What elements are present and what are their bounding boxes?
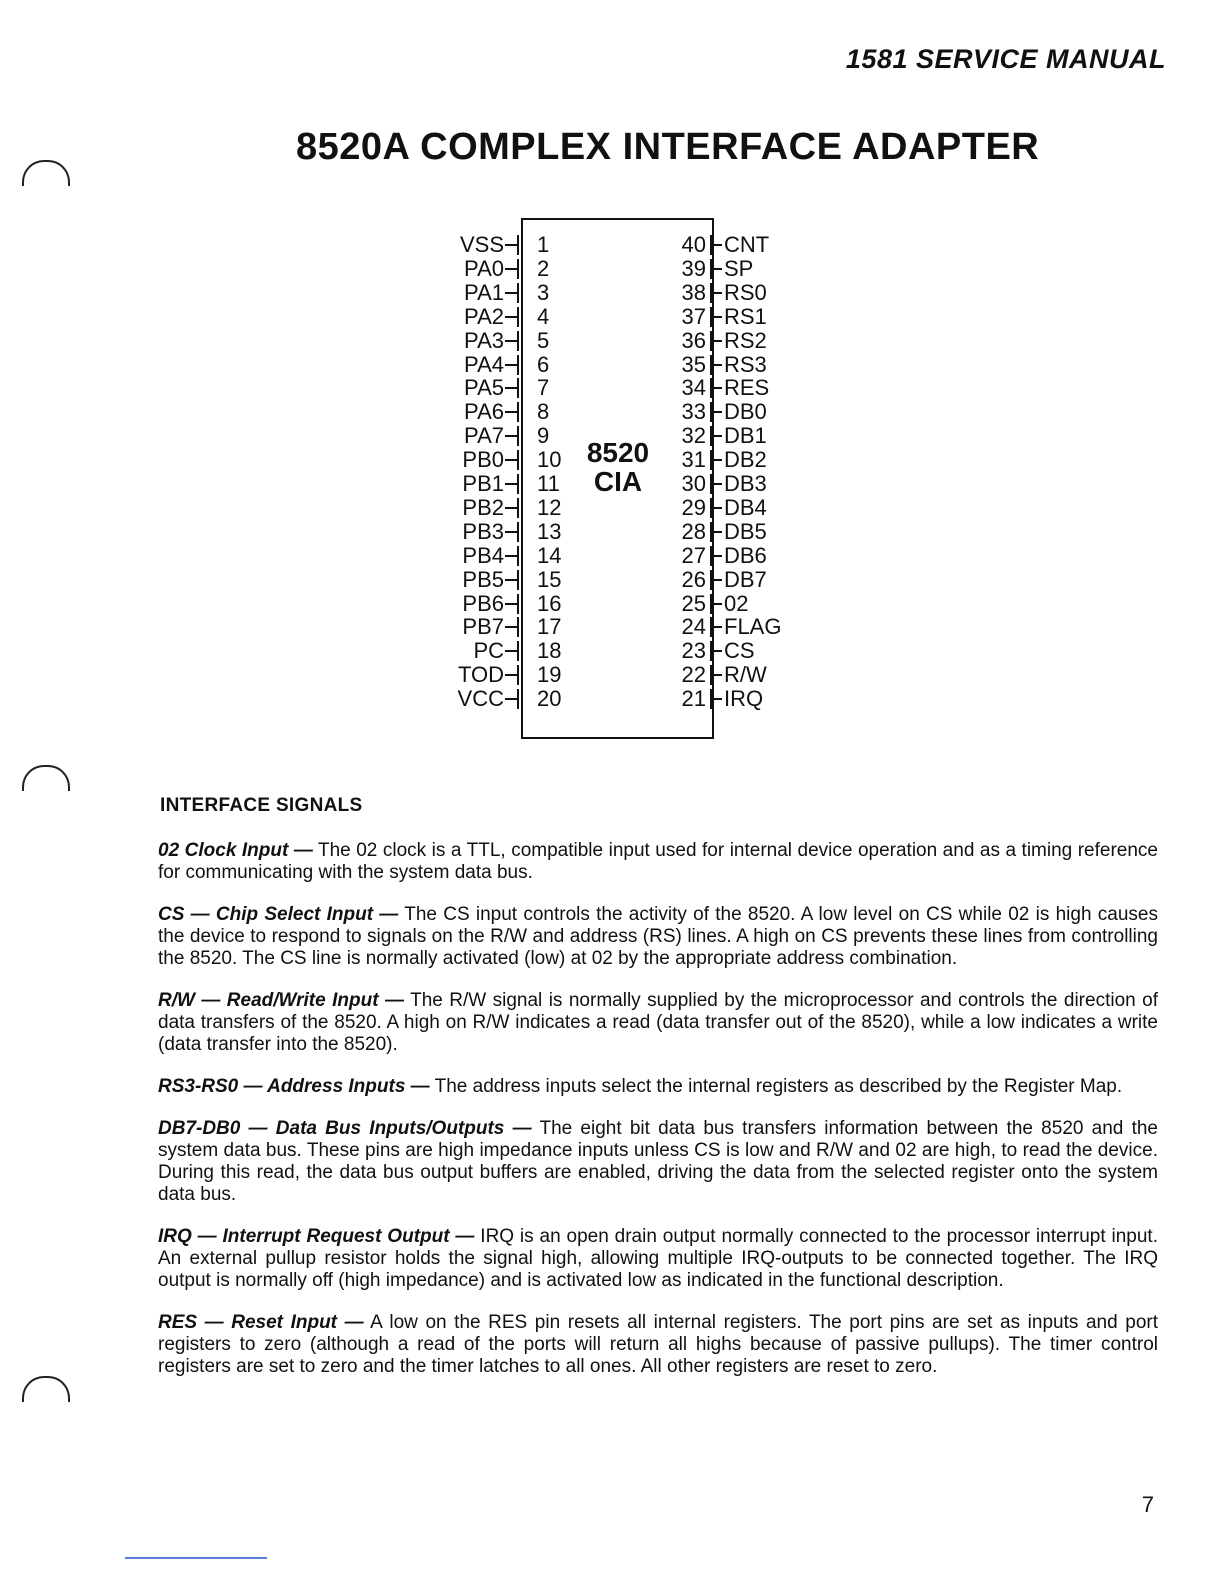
pin-name: RS3 [724,351,767,377]
binder-hole-top [22,160,70,186]
pin-lead [712,340,722,342]
pin-lead [505,316,517,318]
pin-lead [712,698,722,700]
pin-number: 24 [681,614,706,640]
pin-name: PA5 [464,375,504,401]
chip-label-part: 8520 [586,437,650,468]
binder-hole-bottom [22,1376,70,1402]
pin-lead [505,411,517,413]
pin-name: PA1 [464,279,504,305]
pin-number: 16 [537,590,562,616]
pin-number: 29 [681,494,706,520]
pin-name: VCC [457,686,504,712]
pin-row [672,448,822,472]
pin-name: PA7 [464,423,504,449]
pin-lead [505,483,517,485]
pin-row [440,687,610,711]
pin-row [672,496,822,520]
pin-number: 8 [537,399,550,425]
pin-name: PA4 [464,351,504,377]
signal-description: The eight bit data bus transfers information between the 8520 and the system data bus. These pins are high impedance inputs unless CS is low and R/W and 02 are high, to read the device. During this read, the data bus output buffers are enabled, driving the data from the selected register onto the system data bus. [158,1118,1158,1205]
pin-name: RS1 [724,303,767,329]
pin-name: VSS [459,232,504,257]
pin-lead [505,555,517,557]
pin-name: 02 [724,590,749,616]
pin-row [672,376,822,400]
pin-row [672,615,822,639]
pin-number: 33 [681,399,706,425]
pin-name: PC [473,638,504,664]
pin-number: 22 [681,662,706,688]
pin-number: 36 [681,327,706,353]
pin-name: DB0 [724,399,767,425]
pin-lead [505,674,517,676]
pin-number: 34 [681,375,706,401]
pin-row [672,663,822,687]
pin-name: PB2 [462,494,504,520]
pin-row [440,376,610,400]
pin-name: DB6 [724,542,767,568]
pin-number: 15 [537,566,562,592]
pin-row [672,281,822,305]
pin-row [672,568,822,592]
pin-number: 30 [681,471,706,496]
pin-number: 6 [537,351,550,377]
pin-lead [505,459,517,461]
pin-lead [505,507,517,509]
pin-row [440,400,610,424]
pin-name: FLAG [724,614,782,640]
pin-row [672,520,822,544]
pin-lead [712,244,722,246]
pin-number: 20 [537,686,562,712]
pin-lead [712,483,722,485]
pin-name: PB0 [462,447,504,473]
pin-lead [712,459,722,461]
pin-lead [505,579,517,581]
pin-lead [505,340,517,342]
pin-lead [505,603,517,605]
pin-number: 35 [681,351,706,377]
pin-name: PB1 [462,471,504,496]
signal-description: The address inputs select the internal registers as described by the Register Map. [429,1076,1123,1097]
page-title: 8520A COMPLEX INTERFACE ADAPTER [296,126,1040,168]
signal-description: The 02 clock is a TTL, compatible input used for internal device operation and as a timing reference for communicating with the system data bus. [158,840,1158,883]
pin-name: SP [724,255,754,281]
pin-lead [505,626,517,628]
signal-descriptions [158,840,1158,1398]
pin-number: 31 [681,447,706,473]
pin-lead [712,316,722,318]
pin-row [440,663,610,687]
pin-lead [505,435,517,437]
pin-row [440,257,610,281]
pin-row [440,424,610,448]
pin-name: DB2 [724,447,767,473]
pin-row [440,615,610,639]
signal-paragraph [158,1312,1158,1378]
pinout-diagram [440,215,820,743]
pin-name: CS [724,638,755,664]
pin-lead [712,674,722,676]
pin-name: DB4 [724,494,767,520]
signal-term: CS — Chip Select Input — [158,904,399,925]
pin-number: 17 [537,614,562,640]
signal-term: IRQ — Interrupt Request Output — [158,1226,475,1247]
pin-number: 1 [537,232,550,257]
signal-description: IRQ is an open drain output normally connected to the processor interrupt input. An external pullup resistor holds the signal high, allowing multiple IRQ-outputs to be connected together. The IRQ output is normally off (high impedance) and is activated low as indicated in the functional description. [158,1226,1158,1291]
pin-lead [505,531,517,533]
pin-name: RS0 [724,279,767,305]
pin-row [672,353,822,377]
pin-row [672,639,822,663]
pin-name: TOD [457,662,504,688]
pin-name: IRQ [724,686,764,712]
pin-lead [712,603,722,605]
pin-lead [505,268,517,270]
pin-number: 12 [537,494,562,520]
pin-lead [712,387,722,389]
signal-paragraph [158,1226,1158,1292]
pin-lead [505,650,517,652]
pin-name: PA6 [464,399,504,425]
pin-name: DB5 [724,518,767,544]
pin-lead [712,626,722,628]
pin-name: PA3 [464,327,504,353]
signal-paragraph [158,990,1158,1056]
pin-name: RES [724,375,770,401]
pin-number: 40 [681,232,706,257]
signal-paragraph [158,1076,1158,1098]
pin-lead [712,364,722,366]
pin-number: 28 [681,518,706,544]
pin-row [672,472,822,496]
signal-term: RES — Reset Input — [158,1312,364,1333]
pin-number: 5 [537,327,550,353]
pin-lead [712,411,722,413]
pin-number: 23 [681,638,706,664]
pin-number: 39 [681,255,706,281]
pin-lead [712,507,722,509]
pin-name: PB3 [462,518,504,544]
section-heading: INTERFACE SIGNALS [160,795,363,816]
pin-name: PB4 [462,542,504,568]
pin-lead [505,292,517,294]
pin-number: 38 [681,279,706,305]
pin-name: PA0 [464,255,504,281]
pin-name: PB5 [462,566,504,592]
pin-lead [712,292,722,294]
pin-lead [712,555,722,557]
pin-row [440,329,610,353]
signal-term: DB7-DB0 — Data Bus Inputs/Outputs — [158,1118,532,1139]
pin-row [440,592,610,616]
pin-lead [712,435,722,437]
chip-label-type: CIA [593,466,643,497]
signal-paragraph [158,840,1158,884]
pin-name: R/W [724,662,767,688]
pin-lead [505,244,517,246]
pin-name: PB7 [462,614,504,640]
pin-number: 26 [681,566,706,592]
pin-number: 7 [537,375,550,401]
signal-description: The R/W signal is normally supplied by the microprocessor and controls the direction of data transfers of the 8520. A high on R/W indicates a read (data transfer out of the 8520), while a low indicates a write (data transfer into the 8520). [158,990,1158,1055]
pin-row [672,687,822,711]
signal-term: RS3-RS0 — Address Inputs — [158,1076,430,1097]
pin-row [440,639,610,663]
binder-hole-middle [22,765,70,791]
pin-number: 14 [537,542,562,568]
pin-lead [712,650,722,652]
pin-row [672,544,822,568]
pin-number: 2 [537,255,550,281]
pin-number: 32 [681,423,706,449]
pin-number: 18 [537,638,562,664]
pin-name: PA2 [464,303,504,329]
pin-number: 37 [681,303,706,329]
page-number: 7 [1141,1492,1154,1517]
pin-number: 13 [537,518,562,544]
pin-number: 3 [537,279,550,305]
pin-row [672,257,822,281]
pin-row [440,448,610,472]
pin-number: 9 [537,423,550,449]
pin-lead [505,698,517,700]
pin-row [440,496,610,520]
pin-name: DB3 [724,471,767,496]
pin-name: DB7 [724,566,767,592]
pin-row [672,329,822,353]
pin-number: 21 [681,686,706,712]
pin-row [440,544,610,568]
pin-row [440,233,610,257]
pin-row [672,305,822,329]
signal-term: 02 Clock Input — [158,840,313,861]
footer-rule [125,1557,267,1559]
pin-number: 4 [537,303,550,329]
pin-lead [505,387,517,389]
pin-name: RS2 [724,327,767,353]
pin-number: 27 [681,542,706,568]
pin-name: PB6 [462,590,504,616]
pin-row [672,592,822,616]
pin-row [440,568,610,592]
pin-row [440,353,610,377]
pin-number: 11 [537,471,560,496]
pin-row [440,281,610,305]
pin-number: 25 [681,590,706,616]
pin-lead [712,268,722,270]
pin-lead [712,579,722,581]
pin-name: DB1 [724,423,767,449]
pin-number: 10 [537,447,562,473]
pin-name: CNT [724,232,770,257]
running-head: 1581 SERVICE MANUAL [845,44,1166,74]
pin-row [440,520,610,544]
pin-row [672,233,822,257]
pin-row [672,424,822,448]
signal-term: R/W — Read/Write Input — [158,990,404,1011]
pin-lead [712,531,722,533]
pin-row [440,305,610,329]
pin-row [440,472,610,496]
signal-description: The CS input controls the activity of the 8520. A low level on CS while 02 is high causes the device to respond to signals on the R/W and address (RS) lines. A high on CS prevents these lines from controlling the 8520. The CS line is normally activated (low) at 02 by the appropriate address combination. [158,904,1158,969]
signal-paragraph [158,1118,1158,1206]
signal-description: A low on the RES pin resets all internal registers. The port pins are set as inputs and port registers to zero (although a read of the ports will return all highs because of passive pullups). The timer control registers are set to zero and the timer latches to all ones. All other registers are reset to zero. [158,1312,1158,1377]
pin-lead [505,364,517,366]
pin-number: 19 [537,662,562,688]
pin-row [672,400,822,424]
signal-paragraph [158,904,1158,970]
